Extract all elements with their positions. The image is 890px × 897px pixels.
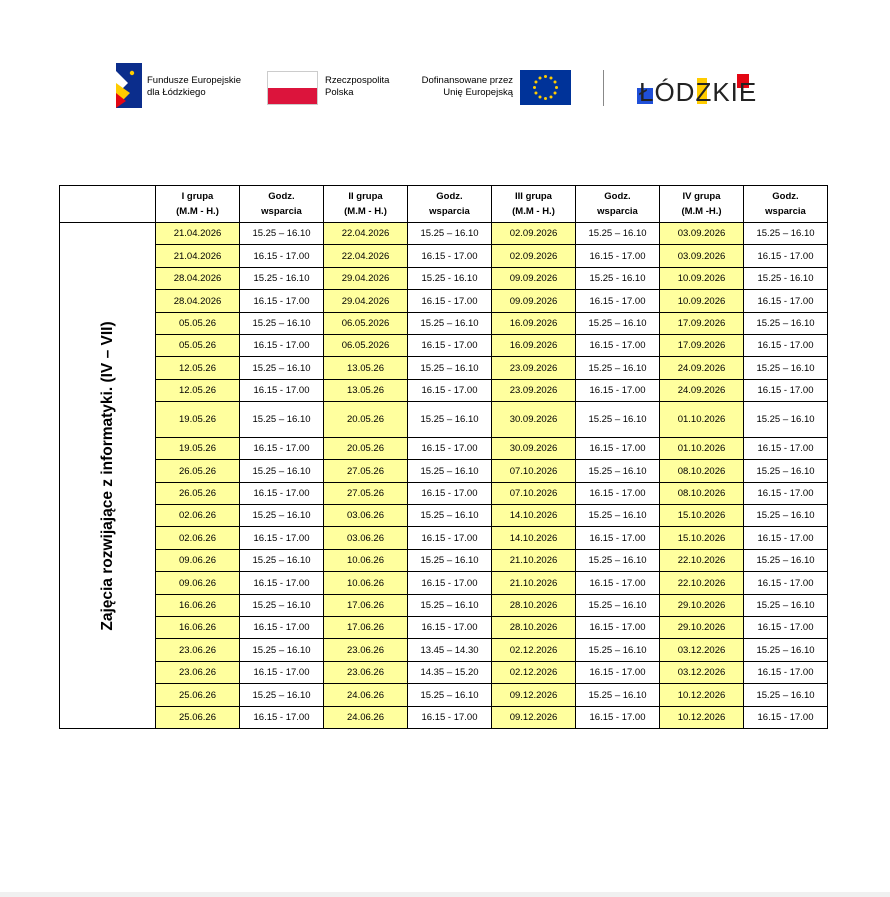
date-cell: 25.06.26 [156, 684, 240, 707]
time-cell: 16.15 - 17.00 [576, 572, 660, 595]
time-cell: 15.25 - 16.10 [576, 268, 660, 290]
table-row [60, 357, 828, 380]
date-cell: 16.09.2026 [492, 313, 576, 335]
time-cell: 16.15 - 17.00 [240, 572, 324, 595]
time-cell: 16.15 - 17.00 [576, 290, 660, 313]
fe-logo-text [147, 75, 241, 99]
time-cell: 16.15 - 17.00 [744, 662, 828, 684]
time-cell: 15.25 – 16.10 [576, 639, 660, 662]
date-cell: 28.10.2026 [492, 617, 576, 639]
date-cell: 05.05.26 [156, 313, 240, 335]
date-cell: 23.06.26 [324, 639, 408, 662]
date-cell: 19.05.26 [156, 438, 240, 460]
date-cell: 23.06.26 [324, 662, 408, 684]
table-row [60, 380, 828, 402]
table-row [60, 483, 828, 505]
time-cell: 16.15 - 17.00 [744, 617, 828, 639]
date-cell: 24.06.26 [324, 707, 408, 729]
time-cell: 15.25 – 16.10 [576, 550, 660, 572]
date-cell: 21.10.2026 [492, 572, 576, 595]
time-cell: 16.15 - 17.00 [576, 662, 660, 684]
date-cell: 01.10.2026 [660, 438, 744, 460]
svg-text:ŁÓDZKIE: ŁÓDZKIE [639, 77, 758, 107]
header-corner [60, 186, 156, 223]
date-cell: 23.09.2026 [492, 380, 576, 402]
time-cell: 15.25 – 16.10 [576, 505, 660, 527]
header-line: (M.M - H.) [176, 206, 219, 217]
date-cell: 24.06.26 [324, 684, 408, 707]
table-row [60, 662, 828, 684]
time-cell: 15.25 – 16.10 [240, 505, 324, 527]
date-cell: 05.05.26 [156, 335, 240, 357]
time-cell: 15.25 – 16.10 [408, 460, 492, 483]
date-cell: 10.12.2026 [660, 707, 744, 729]
time-cell: 16.15 - 17.00 [744, 290, 828, 313]
time-cell: 16.15 - 17.00 [744, 335, 828, 357]
time-cell: 16.15 - 17.00 [576, 438, 660, 460]
header-line: wsparcia [261, 206, 302, 217]
time-cell: 15.25 – 16.10 [744, 402, 828, 438]
schedule-table [59, 185, 828, 729]
table-row [60, 639, 828, 662]
date-cell: 09.09.2026 [492, 268, 576, 290]
date-cell: 28.10.2026 [492, 595, 576, 617]
date-cell: 28.04.2026 [156, 290, 240, 313]
time-cell: 16.15 - 17.00 [408, 438, 492, 460]
date-cell: 16.06.26 [156, 617, 240, 639]
table-row [60, 527, 828, 550]
date-cell: 23.06.26 [156, 662, 240, 684]
time-cell: 16.15 - 17.00 [408, 245, 492, 268]
poland-flag-icon [267, 71, 318, 105]
time-cell: 15.25 – 16.10 [240, 595, 324, 617]
date-cell: 02.06.26 [156, 505, 240, 527]
date-cell: 09.12.2026 [492, 707, 576, 729]
header-cell [660, 186, 744, 223]
time-cell: 15.25 - 16.10 [240, 268, 324, 290]
header-line: Godz. [604, 191, 631, 202]
date-cell: 30.09.2026 [492, 438, 576, 460]
table-row [60, 505, 828, 527]
side-label-cell [60, 223, 156, 729]
time-cell: 16.15 - 17.00 [240, 617, 324, 639]
header-cell [576, 186, 660, 223]
date-cell: 29.10.2026 [660, 595, 744, 617]
date-cell: 13.05.26 [324, 357, 408, 380]
time-cell: 16.15 - 17.00 [240, 707, 324, 729]
time-cell: 15.25 - 16.10 [744, 268, 828, 290]
time-cell: 15.25 – 16.10 [576, 313, 660, 335]
time-cell: 16.15 - 17.00 [576, 335, 660, 357]
date-cell: 15.10.2026 [660, 505, 744, 527]
header-line: wsparcia [765, 206, 806, 217]
time-cell: 15.25 – 16.10 [408, 357, 492, 380]
date-cell: 17.06.26 [324, 617, 408, 639]
date-cell: 09.06.26 [156, 572, 240, 595]
table-row [60, 245, 828, 268]
date-cell: 29.04.2026 [324, 290, 408, 313]
table-row [60, 290, 828, 313]
header-line: (M.M - H.) [344, 206, 387, 217]
time-cell: 16.15 - 17.00 [240, 335, 324, 357]
date-cell: 02.09.2026 [492, 223, 576, 245]
date-cell: 02.06.26 [156, 527, 240, 550]
header-line: II grupa [348, 191, 383, 202]
date-cell: 03.12.2026 [660, 639, 744, 662]
time-cell: 15.25 – 16.10 [240, 550, 324, 572]
time-cell: 16.15 - 17.00 [744, 245, 828, 268]
table-row [60, 617, 828, 639]
time-cell: 16.15 - 17.00 [240, 662, 324, 684]
date-cell: 20.05.26 [324, 402, 408, 438]
table-row [60, 572, 828, 595]
time-cell: 16.15 - 17.00 [240, 483, 324, 505]
pl-logo-line1: Rzeczpospolita [325, 75, 390, 86]
time-cell: 15.25 – 16.10 [744, 460, 828, 483]
date-cell: 19.05.26 [156, 402, 240, 438]
date-cell: 23.06.26 [156, 639, 240, 662]
date-cell: 17.09.2026 [660, 335, 744, 357]
lodzkie-logo-icon [637, 70, 772, 108]
time-cell: 16.15 - 17.00 [408, 380, 492, 402]
date-cell: 23.09.2026 [492, 357, 576, 380]
date-cell: 24.09.2026 [660, 357, 744, 380]
date-cell: 30.09.2026 [492, 402, 576, 438]
page-bottom-bar [0, 892, 890, 897]
date-cell: 14.10.2026 [492, 505, 576, 527]
time-cell: 16.15 - 17.00 [576, 527, 660, 550]
header-line: I grupa [181, 191, 214, 202]
date-cell: 07.10.2026 [492, 483, 576, 505]
time-cell: 15.25 – 16.10 [576, 357, 660, 380]
date-cell: 10.12.2026 [660, 684, 744, 707]
time-cell: 15.25 – 16.10 [744, 505, 828, 527]
time-cell: 16.15 - 17.00 [744, 707, 828, 729]
time-cell: 16.15 - 17.00 [408, 335, 492, 357]
date-cell: 03.06.26 [324, 527, 408, 550]
time-cell: 15.25 – 16.10 [576, 223, 660, 245]
date-cell: 13.05.26 [324, 380, 408, 402]
table-row [60, 438, 828, 460]
header-cell [408, 186, 492, 223]
time-cell: 15.25 – 16.10 [744, 684, 828, 707]
time-cell: 15.25 – 16.10 [408, 684, 492, 707]
table-row [60, 223, 828, 245]
logo-separator [603, 70, 604, 106]
header-line: (M.M - H.) [512, 206, 555, 217]
date-cell: 06.05.2026 [324, 313, 408, 335]
date-cell: 27.05.26 [324, 460, 408, 483]
time-cell: 16.15 - 17.00 [408, 572, 492, 595]
date-cell: 28.04.2026 [156, 268, 240, 290]
date-cell: 07.10.2026 [492, 460, 576, 483]
date-cell: 16.09.2026 [492, 335, 576, 357]
date-cell: 03.06.26 [324, 505, 408, 527]
time-cell: 16.15 - 17.00 [744, 483, 828, 505]
date-cell: 14.10.2026 [492, 527, 576, 550]
time-cell: 15.25 – 16.10 [240, 313, 324, 335]
date-cell: 27.05.26 [324, 483, 408, 505]
header-line: (M.M -H.) [681, 206, 722, 217]
eu-logo-line1: Dofinansowane przez [421, 75, 513, 86]
fe-logo-line2: dla Łódzkiego [147, 87, 206, 98]
date-cell: 10.09.2026 [660, 290, 744, 313]
time-cell: 15.25 – 16.10 [744, 223, 828, 245]
date-cell: 01.10.2026 [660, 402, 744, 438]
date-cell: 21.10.2026 [492, 550, 576, 572]
time-cell: 15.25 – 16.10 [744, 595, 828, 617]
date-cell: 02.12.2026 [492, 639, 576, 662]
time-cell: 15.25 – 16.10 [408, 402, 492, 438]
date-cell: 02.09.2026 [492, 245, 576, 268]
time-cell: 15.25 - 16.10 [408, 268, 492, 290]
time-cell: 15.25 – 16.10 [240, 684, 324, 707]
time-cell: 15.25 – 16.10 [744, 357, 828, 380]
time-cell: 16.15 - 17.00 [408, 617, 492, 639]
date-cell: 22.04.2026 [324, 223, 408, 245]
time-cell: 15.25 – 16.10 [576, 595, 660, 617]
date-cell: 21.04.2026 [156, 245, 240, 268]
time-cell: 15.25 – 16.10 [408, 505, 492, 527]
time-cell: 15.25 – 16.10 [408, 223, 492, 245]
date-cell: 10.09.2026 [660, 268, 744, 290]
time-cell: 15.25 – 16.10 [240, 460, 324, 483]
date-cell: 22.10.2026 [660, 572, 744, 595]
time-cell: 15.25 – 16.10 [744, 550, 828, 572]
date-cell: 03.09.2026 [660, 223, 744, 245]
table-row [60, 335, 828, 357]
date-cell: 09.12.2026 [492, 684, 576, 707]
time-cell: 15.25 – 16.10 [576, 402, 660, 438]
date-cell: 21.04.2026 [156, 223, 240, 245]
time-cell: 15.25 – 16.10 [576, 460, 660, 483]
eu-logo-line2: Unię Europejską [443, 87, 513, 98]
table-row [60, 595, 828, 617]
header-line: Godz. [268, 191, 295, 202]
time-cell: 16.15 - 17.00 [744, 380, 828, 402]
header-line: wsparcia [597, 206, 638, 217]
eu-flag-icon [520, 70, 571, 105]
time-cell: 15.25 – 16.10 [744, 639, 828, 662]
header-cell [156, 186, 240, 223]
time-cell: 15.25 – 16.10 [240, 223, 324, 245]
time-cell: 16.15 - 17.00 [576, 617, 660, 639]
date-cell: 16.06.26 [156, 595, 240, 617]
time-cell: 16.15 - 17.00 [240, 527, 324, 550]
time-cell: 16.15 - 17.00 [744, 527, 828, 550]
header-line: wsparcia [429, 206, 470, 217]
header-cell [744, 186, 828, 223]
date-cell: 03.09.2026 [660, 245, 744, 268]
date-cell: 20.05.26 [324, 438, 408, 460]
date-cell: 03.12.2026 [660, 662, 744, 684]
date-cell: 12.05.26 [156, 357, 240, 380]
time-cell: 16.15 - 17.00 [744, 572, 828, 595]
time-cell: 16.15 - 17.00 [240, 290, 324, 313]
time-cell: 16.15 - 17.00 [408, 483, 492, 505]
date-cell: 29.10.2026 [660, 617, 744, 639]
time-cell: 15.25 – 16.10 [240, 402, 324, 438]
eu-logo-text [412, 75, 513, 99]
time-cell: 16.15 - 17.00 [240, 380, 324, 402]
time-cell: 16.15 - 17.00 [576, 707, 660, 729]
table-body [60, 223, 828, 729]
date-cell: 24.09.2026 [660, 380, 744, 402]
time-cell: 16.15 - 17.00 [408, 527, 492, 550]
date-cell: 12.05.26 [156, 380, 240, 402]
header-line: Godz. [436, 191, 463, 202]
date-cell: 22.10.2026 [660, 550, 744, 572]
header-cell [324, 186, 408, 223]
side-label: Zajęcia rozwijające z informatyki. (IV – VII) [98, 320, 116, 631]
time-cell: 16.15 - 17.00 [576, 380, 660, 402]
header-cell [492, 186, 576, 223]
date-cell: 26.05.26 [156, 460, 240, 483]
table-row [60, 313, 828, 335]
time-cell: 15.25 – 16.10 [240, 639, 324, 662]
header-line: Godz. [772, 191, 799, 202]
time-cell: 16.15 - 17.00 [408, 707, 492, 729]
time-cell: 15.25 – 16.10 [408, 550, 492, 572]
time-cell: 15.25 – 16.10 [744, 313, 828, 335]
table-row [60, 550, 828, 572]
header-line: III grupa [515, 191, 552, 202]
time-cell: 16.15 - 17.00 [408, 290, 492, 313]
time-cell: 16.15 - 17.00 [576, 245, 660, 268]
date-cell: 09.09.2026 [492, 290, 576, 313]
table-row [60, 684, 828, 707]
table-row [60, 402, 828, 438]
date-cell: 29.04.2026 [324, 268, 408, 290]
date-cell: 02.12.2026 [492, 662, 576, 684]
date-cell: 26.05.26 [156, 483, 240, 505]
time-cell: 16.15 - 17.00 [240, 438, 324, 460]
date-cell: 22.04.2026 [324, 245, 408, 268]
date-cell: 08.10.2026 [660, 460, 744, 483]
date-cell: 10.06.26 [324, 572, 408, 595]
date-cell: 09.06.26 [156, 550, 240, 572]
time-cell: 15.25 – 16.10 [576, 684, 660, 707]
time-cell: 14.35 – 15.20 [408, 662, 492, 684]
table-row [60, 268, 828, 290]
time-cell: 15.25 – 16.10 [408, 595, 492, 617]
header-line: IV grupa [682, 191, 721, 202]
date-cell: 17.06.26 [324, 595, 408, 617]
time-cell: 16.15 - 17.00 [240, 245, 324, 268]
date-cell: 17.09.2026 [660, 313, 744, 335]
table-row [60, 707, 828, 729]
table-header-row [60, 186, 828, 223]
fundusze-europejskie-logo-icon [116, 63, 142, 108]
table-row [60, 460, 828, 483]
pl-logo-text [325, 75, 389, 99]
time-cell: 15.25 – 16.10 [408, 313, 492, 335]
date-cell: 15.10.2026 [660, 527, 744, 550]
date-cell: 08.10.2026 [660, 483, 744, 505]
date-cell: 10.06.26 [324, 550, 408, 572]
time-cell: 16.15 - 17.00 [576, 483, 660, 505]
pl-logo-line2: Polska [325, 87, 354, 98]
header-cell [240, 186, 324, 223]
date-cell: 25.06.26 [156, 707, 240, 729]
time-cell: 15.25 – 16.10 [240, 357, 324, 380]
fe-logo-line1: Fundusze Europejskie [147, 75, 241, 86]
time-cell: 13.45 – 14.30 [408, 639, 492, 662]
date-cell: 06.05.2026 [324, 335, 408, 357]
time-cell: 16.15 - 17.00 [744, 438, 828, 460]
